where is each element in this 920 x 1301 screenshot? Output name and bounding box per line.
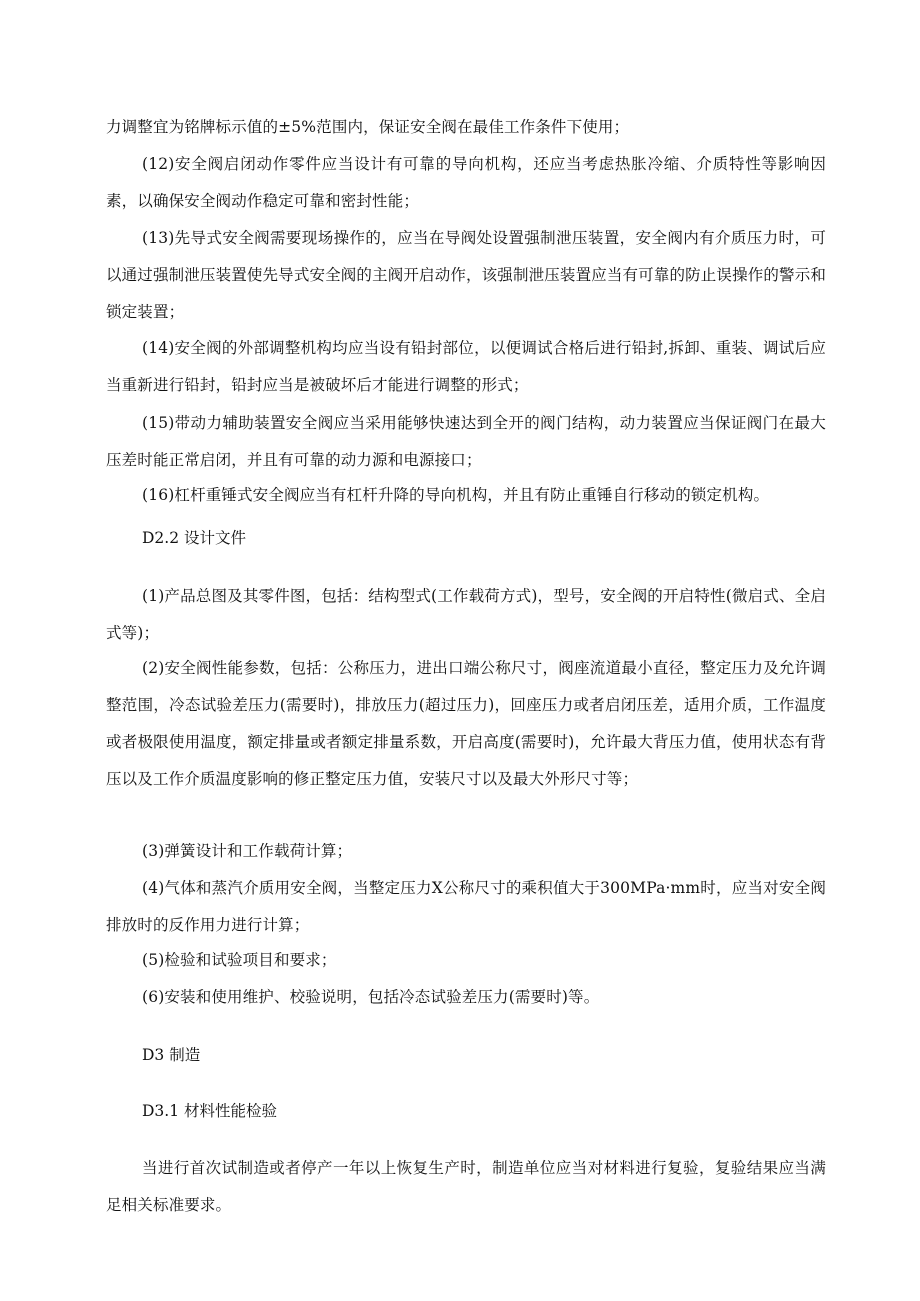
paragraph-11-continuation: 力调整宜为铭牌标示值的±5%范围内，保证安全阀在最佳工作条件下使用； [106,118,630,136]
section-heading-d3-1: D3.1 材料性能检验 [142,1102,278,1120]
paragraph-item-16: (16)杠杆重锤式安全阀应当有杠杆升降的导向机构，并且有防止重锤自行移动的锁定机构。 [142,486,770,504]
paragraph-item-14: (14)安全阀的外部调整机构均应当设有铅封部位，以便调试合格后进行铅封,拆卸、重装、调试后应当重新进行铅封，铅封应当是被破坏后才能进行调整的形式； [106,339,826,394]
paragraph-design-item-1: (1)产品总图及其零件图，包括：结构型式(工作载荷方式)，型号，安全阀的开启特性(微启式、全启式等)； [106,587,826,642]
paragraph-item-12: (12)安全阀启闭动作零件应当设计有可靠的导向机构，还应当考虑热胀冷缩、介质特性等影响因素，以确保安全阀动作稳定可靠和密封性能； [106,155,826,210]
paragraph-item-13: (13)先导式安全阀需要现场操作的，应当在导阀处设置强制泄压装置，安全阀内有介质压力时，可以通过强制泄压装置使先导式安全阀的主阀开启动作，该强制泄压装置应当有可靠的防止误操作的警示和锁定装置； [106,229,826,321]
paragraph-item-15: (15)带动力辅助装置安全阀应当采用能够快速达到全开的阀门结构，动力装置应当保证阀门在最大压差时能正常启闭，并且有可靠的动力源和电源接口； [106,414,826,469]
paragraph-design-item-3: (3)弹簧设计和工作载荷计算； [142,842,353,860]
section-heading-d3: D3 制造 [142,1046,201,1064]
paragraph-design-item-4: (4)气体和蒸汽介质用安全阀，当整定压力X公称尺寸的乘积值大于300MPa·mm时，应当对安全阀排放时的反作用力进行计算； [106,879,826,934]
paragraph-design-item-6: (6)安装和使用维护、校验说明，包括冷态试验差压力(需要时)等。 [142,988,600,1006]
section-heading-d2-2: D2.2 设计文件 [142,529,247,547]
paragraph-design-item-5: (5)检验和试验项目和要求； [142,951,337,969]
paragraph-design-item-2: (2)安全阀性能参数，包括：公称压力，进出口端公称尺寸，阀座流道最小直径，整定压力及允许调整范围，冷态试验差压力(需要时)，排放压力(超过压力)，回座压力或者启闭压差，适用介质，工作温度或者极限使用温度，额定排量或者额定排量系数，开启高度(需要时)，允许最大背压力值，使用状态有背压以及工作介质温度影响的修正整定压力值，安装尺寸以及最大外形尺寸等； [106,659,826,788]
paragraph-material-inspection: 当进行首次试制造或者停产一年以上恢复生产时，制造单位应当对材料进行复验，复验结果应当满足相关标准要求。 [106,1159,826,1214]
